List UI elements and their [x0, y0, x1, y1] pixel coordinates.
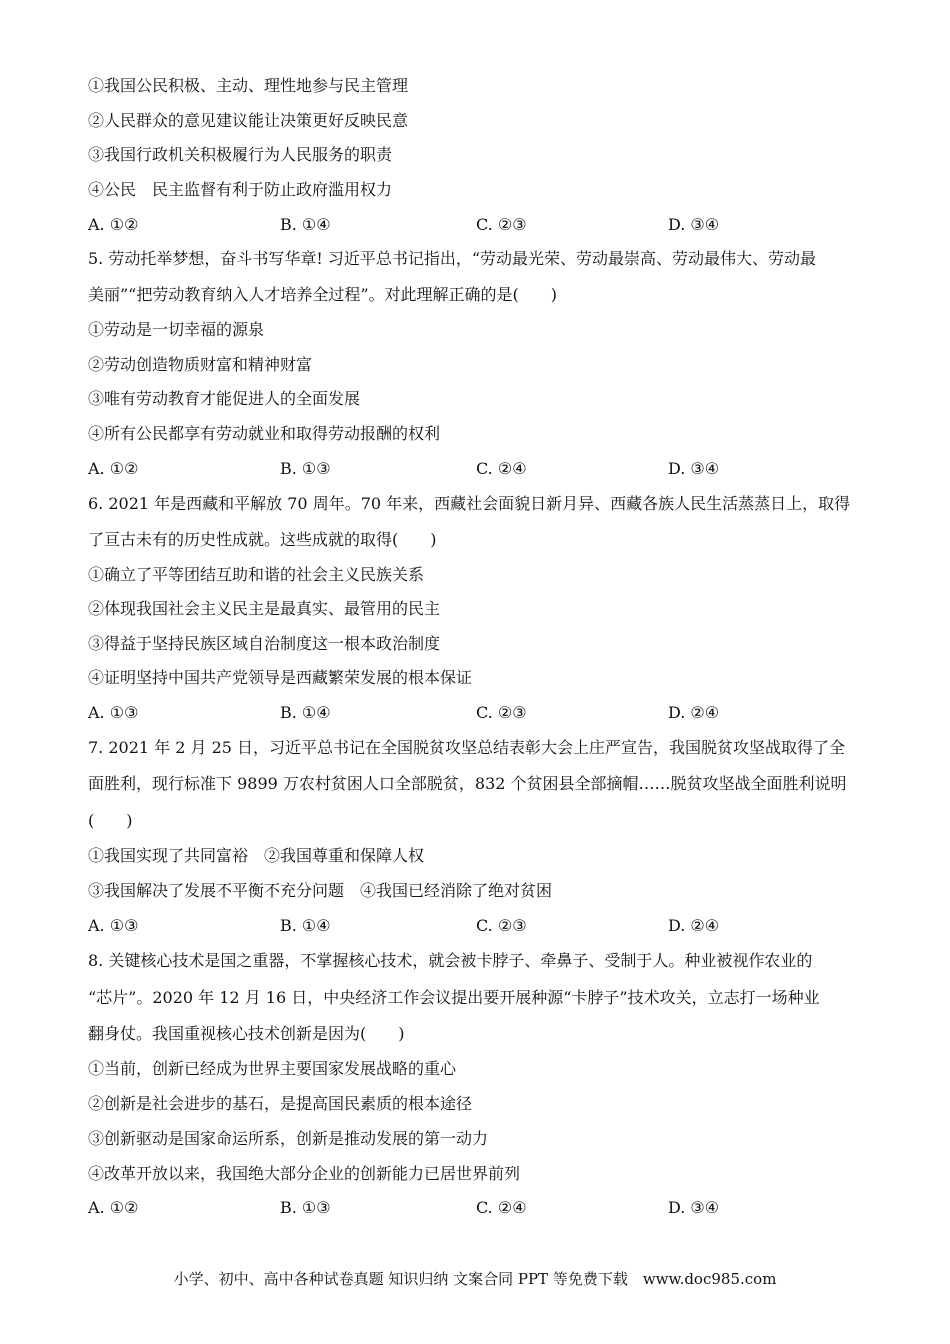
option-d: D. ③④	[668, 459, 720, 478]
option-c: C. ②③	[476, 916, 527, 935]
option-a: A. ①②	[88, 215, 139, 234]
q7-item-1: ①我国实现了共同富裕 ②我国尊重和保障人权	[88, 846, 425, 865]
option-d: D. ②④	[668, 916, 720, 935]
option-b: B. ①④	[280, 215, 331, 234]
option-c: C. ②④	[476, 1198, 527, 1217]
q6-options	[88, 702, 888, 724]
option-a: A. ①②	[88, 1198, 139, 1217]
q5-options	[88, 458, 888, 480]
option-c: C. ②③	[476, 703, 527, 722]
option-d: D. ③④	[668, 1198, 720, 1217]
q5-item-3: ③唯有劳动教育才能促进人的全面发展	[88, 389, 361, 408]
option-c: C. ②④	[476, 459, 527, 478]
prev-item-4: ④公民 民主监督有利于防止政府滥用权力	[88, 180, 393, 199]
q6-stem-line-1: 6. 2021 年是西藏和平解放 70 周年。70 年来，西藏社会面貌日新月异、西藏各族人民生活蒸蒸日上，取得	[88, 494, 851, 513]
option-d: D. ③④	[668, 215, 720, 234]
q5-item-1: ①劳动是一切幸福的源泉	[88, 320, 265, 339]
q7-stem-line-2: 面胜利，现行标准下 9899 万农村贫困人口全部脱贫，832 个贫困县全部摘帽……脱贫攻坚战全面胜利说明	[88, 774, 847, 793]
prev-item-2: ②人民群众的意见建议能让决策更好反映民意	[88, 111, 409, 130]
q7-stem-line-3: ( )	[88, 811, 133, 830]
q5-item-2: ②劳动创造物质财富和精神财富	[88, 355, 313, 374]
q6-item-3: ③得益于坚持民族区域自治制度这一根本政治制度	[88, 634, 441, 653]
q5-stem-line-1: 5. 劳动托举梦想，奋斗书写华章! 习近平总书记指出，“劳动最光荣、劳动最崇高、劳动最伟大、劳动最	[88, 249, 817, 268]
prev-item-3: ③我国行政机关积极履行为人民服务的职责	[88, 145, 393, 164]
q6-item-4: ④证明坚持中国共产党领导是西藏繁荣发展的根本保证	[88, 668, 473, 687]
q7-options	[88, 915, 888, 937]
option-b: B. ①③	[280, 459, 331, 478]
option-a: A. ①③	[88, 703, 139, 722]
q8-item-1: ①当前，创新已经成为世界主要国家发展战略的重心	[88, 1059, 457, 1078]
option-d: D. ②④	[668, 703, 720, 722]
option-b: B. ①④	[280, 703, 331, 722]
q8-item-2: ②创新是社会进步的基石，是提高国民素质的根本途径	[88, 1094, 473, 1113]
option-a: A. ①②	[88, 459, 139, 478]
option-c: C. ②③	[476, 215, 527, 234]
q6-item-1: ①确立了平等团结互助和谐的社会主义民族关系	[88, 565, 425, 584]
prev-options	[88, 214, 888, 236]
q8-stem-line-2: “芯片”。2020 年 12 月 16 日，中央经济工作会议提出要开展种源“卡脖子”技术攻关，立志打一场种业	[88, 988, 820, 1007]
option-b: B. ①④	[280, 916, 331, 935]
q8-stem-line-1: 8. 关键核心技术是国之重器，不掌握核心技术，就会被卡脖子、牵鼻子、受制于人。种业被视作农业的	[88, 951, 813, 970]
q6-stem-line-2: 了亘古未有的历史性成就。这些成就的取得( )	[88, 530, 437, 549]
page-footer: 小学、初中、高中各种试卷真题 知识归纳 文案合同 PPT 等免费下载 www.doc985.com	[173, 1270, 777, 1288]
q8-item-4: ④改革开放以来，我国绝大部分企业的创新能力已居世界前列	[88, 1164, 521, 1183]
q5-stem-line-2: 美丽”“把劳动教育纳入人才培养全过程”。对此理解正确的是( )	[88, 285, 558, 304]
q7-item-2: ③我国解决了发展不平衡不充分问题 ④我国已经消除了绝对贫困	[88, 881, 553, 900]
q8-item-3: ③创新驱动是国家命运所系，创新是推动发展的第一动力	[88, 1129, 489, 1148]
q8-stem-line-3: 翻身仗。我国重视核心技术创新是因为( )	[88, 1024, 405, 1043]
q8-options	[88, 1197, 888, 1219]
q6-item-2: ②体现我国社会主义民主是最真实、最管用的民主	[88, 599, 441, 618]
option-a: A. ①③	[88, 916, 139, 935]
q7-stem-line-1: 7. 2021 年 2 月 25 日，习近平总书记在全国脱贫攻坚总结表彰大会上庄严宣告，我国脱贫攻坚战取得了全	[88, 738, 846, 757]
option-b: B. ①③	[280, 1198, 331, 1217]
q5-item-4: ④所有公民都享有劳动就业和取得劳动报酬的权利	[88, 424, 441, 443]
prev-item-1: ①我国公民积极、主动、理性地参与民主管理	[88, 76, 409, 95]
